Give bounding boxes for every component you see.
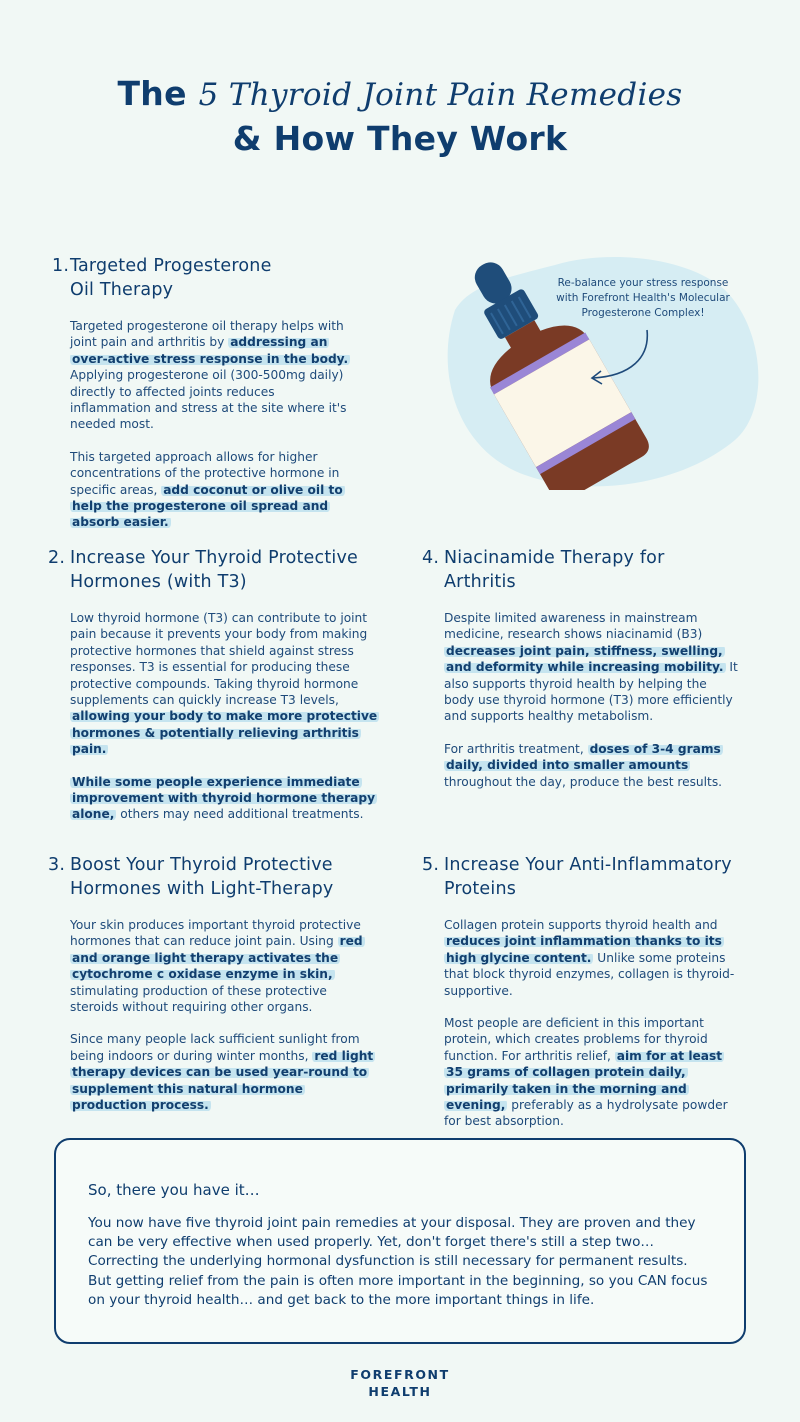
remedy-body: Low thyroid hormone (T3) can contribute to joint pain because it prevents your body from making protective hormones that shield against stress responses. T3 is essential for producing these protective compounds. Taking thyroid hormone supplements can quickly increase T3 levels, allowing your body to make more protective hormones & potentially relieving arthritis pain. While some people experience immediate improvement with thyroid hormone therapy alone, others may need additional treatments. — [70, 611, 378, 822]
remedy-body: Despite limited awareness in mainstream medicine, research shows niacinamid (B3) decreases joint pain, stiffness, swelling, and deformity while increasing mobility. It also supports thyroid health by helping the body use thyroid hormone (T3) more efficiently and supports healthy metabolism. For arthritis treatment, doses of 3-4 grams daily, divided into smaller amounts throughout the day, produce the best results. — [444, 611, 738, 789]
remedy-heading: 1. Targeted Progesterone Oil Therapy — [52, 254, 372, 302]
summary-box — [54, 1138, 746, 1344]
callout-text: Re-balance your stress response with Forefront Health's Molecular Progesterone Complex! — [556, 277, 730, 319]
page-title — [0, 72, 800, 161]
remedy-section-4 — [422, 546, 752, 790]
remedy-body: Collagen protein supports thyroid health and reduces joint inflammation thanks to its high glycine content. Unlike some proteins that block thyroid enzymes, collagen is thyroid-supportive. Most people are deficient in this important protein, which creates problems for thyroid function. For arthritis relief, aim for at least 35 grams of collagen protein daily, primarily taken in the morning and evening, preferably as a hydrolysate powder for best absorption. — [444, 918, 735, 1129]
summary-body: You now have five thyroid joint pain remedies at your disposal. They are proven and they can be very effective when used properly. Yet, don't forget there's still a step two… Correcting the underlying hormonal dysfunction is still necessary for permanent results. But getting relief from the pain is often more important in the beginning, so you CAN focus on your thyroid health… and get back to the more important things in life. — [88, 1215, 708, 1308]
remedy-section-5 — [422, 853, 752, 1130]
remedy-section-2 — [48, 546, 378, 823]
title-line-2: & How They Work — [232, 119, 568, 158]
highlight-text: While some people experience immediate improvement with thyroid hormone therapy alone, — [72, 774, 376, 822]
highlight-text: addressing an over-active stress response in the body. — [72, 335, 349, 366]
forefront-health-logo: FOREFRONT HEALTH — [350, 1367, 450, 1399]
highlight-text: red light therapy devices can be used year-round to supplement this natural hormone production process. — [72, 1048, 374, 1113]
remedy-title: Niacinamide Therapy for Arthritis — [444, 548, 665, 592]
remedy-heading: 5. Increase Your Anti-Inflammatory Proteins — [422, 853, 752, 901]
highlight-text: aim for at least 35 grams of collagen protein daily, primarily taken in the morning and evening, — [446, 1048, 723, 1113]
remedy-title: Increase Your Thyroid Protective Hormones (with T3) — [70, 548, 358, 592]
remedy-heading: 2. Increase Your Thyroid Protective Hormones (with T3) — [48, 546, 378, 594]
remedy-section-3 — [48, 853, 378, 1113]
summary-heading: So, there you have it… — [88, 1181, 260, 1199]
title-highlight: 5 Thyroid Joint Pain Remedies — [198, 77, 683, 113]
remedy-heading: 3. Boost Your Thyroid Protective Hormones with Light-Therapy — [48, 853, 378, 901]
remedy-section-1 — [52, 254, 372, 531]
remedy-title: Targeted Progesterone Oil Therapy — [70, 256, 272, 300]
remedy-heading: 4. Niacinamide Therapy for Arthritis — [422, 546, 752, 594]
remedy-title: Boost Your Thyroid Protective Hormones with Light-Therapy — [70, 855, 334, 899]
highlight-text: doses of 3-4 grams daily, divided into smaller amounts — [446, 741, 721, 773]
title-line-1: The 5 Thyroid Joint Pain Remedies — [117, 74, 683, 113]
remedy-title: Increase Your Anti-Inflammatory Proteins — [444, 855, 732, 899]
highlight-text: decreases joint pain, stiffness, swelling, and deformity while increasing mobility. — [446, 643, 724, 675]
highlight-text: reduces joint inflammation thanks to its high glycine content. — [446, 934, 722, 965]
remedy-body: Your skin produces important thyroid protective hormones that can reduce joint pain. Using red and orange light therapy activates the cytochrome c oxidase enzyme in skin, stimulating production of these protective steroids without requiring other organs. Since many people lack sufficient sunlight from being indoors or during winter months, red light therapy devices can be used year-round to supplement this natural hormone production process. — [70, 918, 374, 1113]
remedy-body: Targeted progesterone oil therapy helps with joint pain and arthritis by addressing an over-active stress response in the body. Applying progesterone oil (300-500mg daily) directly to affected joints reduces inflammation and stress at the site where it's needed most. This targeted approach allows for higher concentrations of the protective hormone in specific areas, add coconut or olive oil to help the progesterone oil spread and absorb easier. — [70, 319, 349, 530]
highlight-text: allowing your body to make more protective hormones & potentially relieving arthritis pain. — [72, 709, 378, 757]
highlight-text: red and orange light therapy activates the cytochrome c oxidase enzyme in skin, — [72, 934, 363, 982]
highlight-text: add coconut or olive oil to help the progesterone oil spread and absorb easier. — [72, 482, 343, 530]
